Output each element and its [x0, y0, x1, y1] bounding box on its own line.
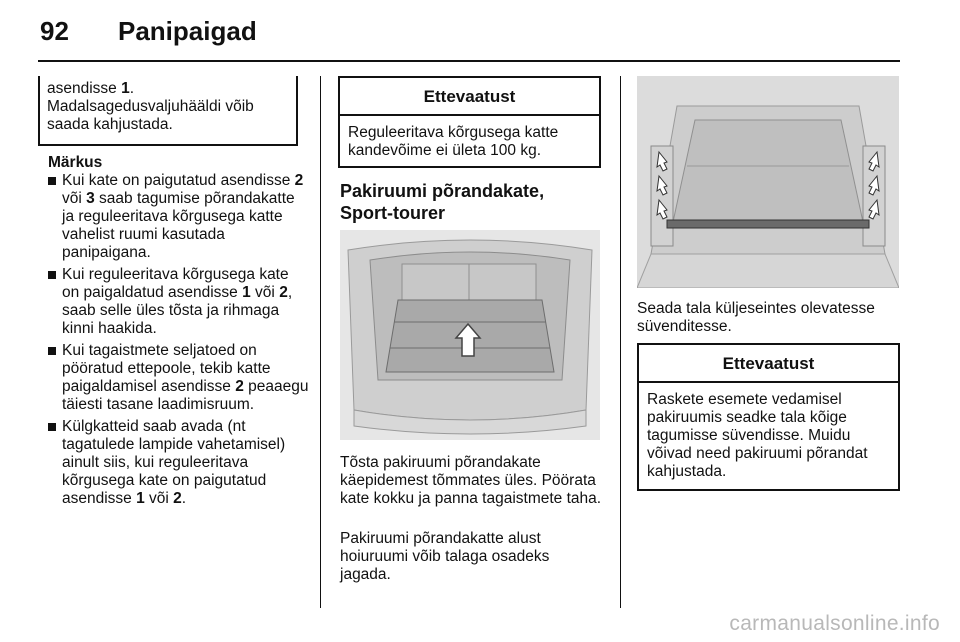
- section-title: Panipaigad: [118, 16, 257, 46]
- note-bullet-4: [48, 418, 310, 508]
- bullet-text: Kui tagaistmete seljatoed on pööratud ettepoole, tekib katte paigaldamisel asendisse: [62, 342, 271, 395]
- caution-title: Ettevaatust: [639, 345, 898, 383]
- caution-box-middle: [338, 76, 601, 168]
- section-heading: [340, 180, 602, 224]
- caution-text: Raskete esemete vedamisel pakiruumis seadke tala kõige tagumisse süvendisse. Muidu võivad need pakiruumi põrandat kahjustada.: [647, 391, 868, 480]
- bullet-text: , saab selle üles tõsta ja rihmaga kinni haakida.: [62, 284, 293, 337]
- note-bullet-1: [48, 172, 310, 262]
- bullet-pos: 1: [242, 284, 251, 301]
- heading-line-2: Sport-tourer: [340, 203, 445, 223]
- paragraph-1: Tõsta pakiruumi põrandakate käepidemest tõmmates üles. Pöörata kate kokku ja panna tagaistmete taha.: [340, 454, 602, 507]
- note-bullet-2: [48, 266, 310, 338]
- bullet-pos: 2: [279, 284, 288, 301]
- note-bullet-list: [48, 172, 310, 512]
- paragraph-2: Pakiruumi põrandakatte alust hoiuruumi võib talaga osadeks jagada.: [340, 530, 550, 583]
- photo-trunk-floor-cover: [340, 230, 600, 440]
- bullet-text: peaaegu täiesti tasane laadimisruum.: [62, 378, 309, 413]
- bullet-pos: 2: [294, 172, 304, 189]
- note-title: Märkus: [48, 154, 103, 171]
- box-text-dot: .: [129, 80, 135, 97]
- header-rule: [38, 60, 900, 62]
- box-text-a: asendisse: [47, 80, 122, 97]
- heading-line-1: Pakiruumi põrandakate,: [340, 181, 545, 201]
- column-divider-2: [620, 76, 621, 608]
- watermark: carmanualsonline.info: [729, 612, 940, 635]
- box-text-pos: 1: [121, 80, 130, 97]
- column-divider-1: [320, 76, 321, 608]
- page-number: 92: [40, 16, 69, 46]
- caution-text: Reguleeritava kõrgusega katte kandevõime ei ületa 100 kg.: [348, 124, 559, 159]
- continued-warning-box: [38, 76, 298, 146]
- bullet-pos: 2: [173, 490, 182, 507]
- bullet-text: või: [62, 190, 87, 207]
- bullet-pos: 2: [235, 378, 244, 395]
- box-text-b: Madalsagedusvaljuhääldi võib saada kahjustada.: [47, 98, 254, 133]
- note-bullet-3: [48, 342, 310, 414]
- caution-title: Ettevaatust: [340, 78, 599, 116]
- bullet-pos: 1: [136, 490, 145, 507]
- bullet-text: Kui reguleeritava kõrgusega kate on paigaldatud asendisse: [62, 266, 289, 301]
- photo-trunk-beam: [637, 76, 899, 288]
- bullet-text: Külgkatteid saab avada (nt tagatulede lampide vahetamisel) ainult siis, kui reguleeritava kõrgusega kate on paigutatud asendisse: [62, 418, 286, 507]
- bullet-text: saab tagumise põrandakatte ja reguleeritava kõrgusega katte vahelist ruumi kasutada panipaigana.: [62, 190, 295, 261]
- bullet-text: .: [181, 490, 187, 507]
- bullet-text: või: [250, 284, 280, 301]
- right-caption: Seada tala küljeseintes olevatesse süvenditesse.: [637, 300, 875, 335]
- caution-box-right: [637, 343, 900, 491]
- bullet-text: või: [144, 490, 174, 507]
- bullet-pos: 3: [86, 190, 95, 207]
- bullet-text: Kui kate on paigutatud asendisse: [62, 172, 295, 189]
